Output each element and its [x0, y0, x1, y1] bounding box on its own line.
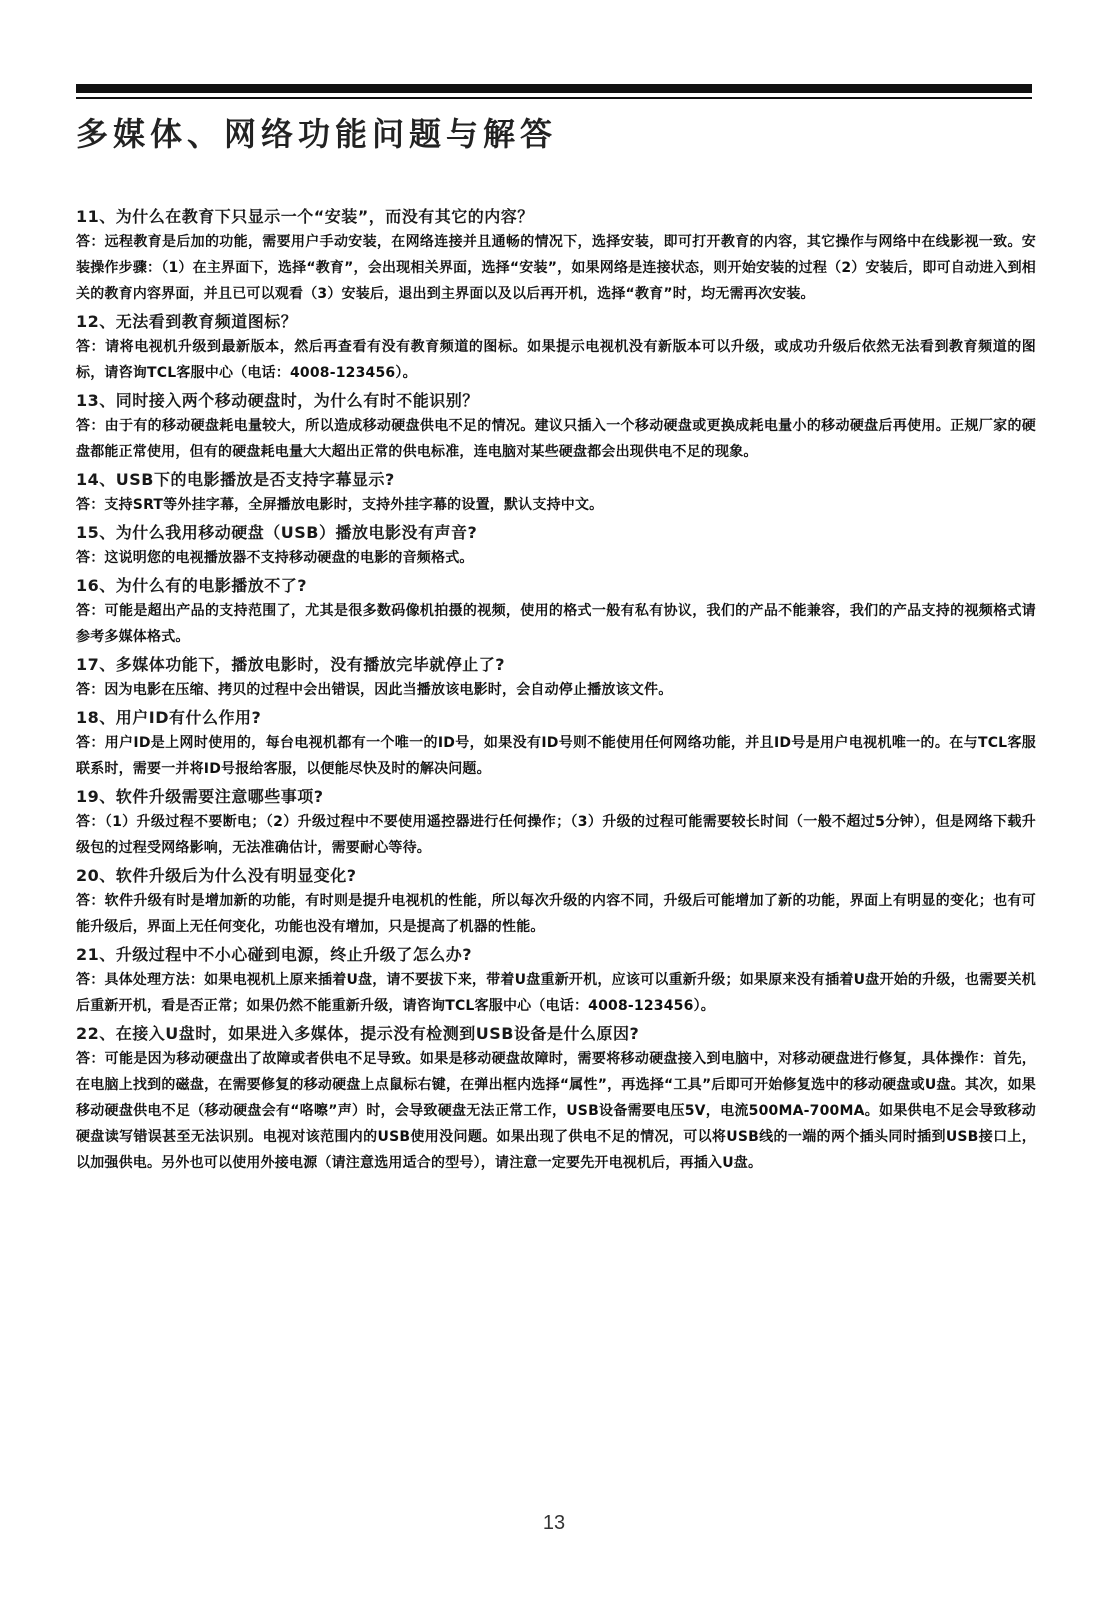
faq-question: 16、为什么有的电影播放不了? [76, 576, 308, 595]
page-title: 多媒体、网络功能问题与解答 [76, 115, 558, 153]
page-number: 13 [542, 1512, 566, 1534]
faq-answer: 答：（1）升级过程不要断电；（2）升级过程中不要使用遥控器进行任何操作；（3）升级的过程可能需要较长时间（一般不超过5分钟），但是网络下载升级包的过程受网络影响，无法准确估计，需要耐心等待。 [76, 814, 1036, 856]
faq-question: 15、为什么我用移动硬盘（USB）播放电影没有声音? [76, 523, 478, 542]
header-rule-thick [76, 84, 1032, 93]
faq-answer: 答：因为电影在压缩、拷贝的过程中会出错误，因此当播放该电影时，会自动停止播放该文件。 [76, 682, 673, 698]
faq-item-12 [76, 310, 1036, 386]
header-rule-thin [76, 97, 1032, 99]
faq-answer: 答：支持SRT等外挂字幕，全屏播放电影时，支持外挂字幕的设置，默认支持中文。 [76, 497, 604, 513]
faq-answer: 答：具体处理方法：如果电视机上原来插着U盘，请不要拔下来，带着U盘重新开机，应该可以重新升级；如果原来没有插着U盘开始的升级，也需要关机后重新开机，看是否正常；如果仍然不能重新升级，请咨询TCL客服中心（电话：4008-123456）。 [76, 972, 1036, 1014]
faq-question: 11、为什么在教育下只显示一个“安装”，而没有其它的内容？ [76, 207, 534, 226]
faq-question: 21、升级过程中不小心碰到电源，终止升级了怎么办? [76, 945, 473, 964]
faq-item-15 [76, 521, 1036, 571]
faq-item-21 [76, 943, 1036, 1019]
faq-item-20 [76, 864, 1036, 940]
faq-answer: 答：软件升级有时是增加新的功能，有时则是提升电视机的性能，所以每次升级的内容不同，升级后可能增加了新的功能，界面上有明显的变化；也有可能升级后，界面上无任何变化，功能也没有增加，只是提高了机器的性能。 [76, 893, 1036, 935]
faq-question: 18、用户ID有什么作用? [76, 708, 262, 727]
faq-answer: 答：这说明您的电视播放器不支持移动硬盘的电影的音频格式。 [76, 550, 474, 566]
faq-list [76, 205, 1036, 1179]
faq-question: 13、同时接入两个移动硬盘时，为什么有时不能识别？ [76, 391, 479, 410]
faq-answer: 答：由于有的移动硬盘耗电量较大，所以造成移动硬盘供电不足的情况。建议只插入一个移动硬盘或更换成耗电量小的移动硬盘后再使用。正规厂家的硬盘都能正常使用，但有的硬盘耗电量大大超出正常的供电标准，连电脑对某些硬盘都会出现供电不足的现象。 [76, 418, 1036, 460]
faq-item-11 [76, 205, 1036, 307]
faq-answer: 答：请将电视机升级到最新版本，然后再查看有没有教育频道的图标。如果提示电视机没有新版本可以升级，或成功升级后依然无法看到教育频道的图标，请咨询TCL客服中心（电话：4008-123456）。 [76, 339, 1036, 381]
faq-answer: 答：可能是超出产品的支持范围了，尤其是很多数码像机拍摄的视频，使用的格式一般有私有协议，我们的产品不能兼容，我们的产品支持的视频格式请参考多媒体格式。 [76, 603, 1036, 645]
faq-answer: 答：用户ID是上网时使用的，每台电视机都有一个唯一的ID号，如果没有ID号则不能使用任何网络功能，并且ID号是用户电视机唯一的。在与TCL客服联系时，需要一并将ID号报给客服，以便能尽快及时的解决问题。 [76, 735, 1036, 777]
faq-item-18 [76, 706, 1036, 782]
faq-question: 20、软件升级后为什么没有明显变化? [76, 866, 357, 885]
faq-question: 19、软件升级需要注意哪些事项? [76, 787, 324, 806]
faq-question: 17、多媒体功能下，播放电影时，没有播放完毕就停止了? [76, 655, 506, 674]
faq-answer: 答：可能是因为移动硬盘出了故障或者供电不足导致。如果是移动硬盘故障时，需要将移动硬盘接入到电脑中，对移动硬盘进行修复，具体操作：首先，在电脑上找到的磁盘，在需要修复的移动硬盘上点鼠标右键，在弹出框内选择“属性”，再选择“工具”后即可开始修复选中的移动硬盘或U盘。其次，如果移动硬盘供电不足（移动硬盘会有“咯嚓”声）时，会导致硬盘无法正常工作，USB设备需要电压5V，电流500MA-700MA。如果供电不足会导致移动硬盘读写错误甚至无法识别。电视对该范围内的USB使用没问题。如果出现了供电不足的情况，可以将USB线的一端的两个插头同时插到USB接口上，以加强供电。另外也可以使用外接电源（请注意选用适合的型号），请注意一定要先开电视机后，再插入U盘。 [76, 1051, 1036, 1171]
faq-answer: 答：远程教育是后加的功能，需要用户手动安装，在网络连接并且通畅的情况下，选择安装，即可打开教育的内容，其它操作与网络中在线影视一致。安装操作步骤：（1）在主界面下，选择“教育”，会出现相关界面，选择“安装”，如果网络是连接状态，则开始安装的过程（2）安装后，即可自动进入到相关的教育内容界面，并且已可以观看（3）安装后，退出到主界面以及以后再开机，选择“教育”时，均无需再次安装。 [76, 234, 1036, 302]
faq-item-22 [76, 1022, 1036, 1176]
faq-item-16 [76, 574, 1036, 650]
faq-item-14 [76, 468, 1036, 518]
faq-question: 14、USB下的电影播放是否支持字幕显示? [76, 470, 395, 489]
faq-item-17 [76, 653, 1036, 703]
faq-item-13 [76, 389, 1036, 465]
faq-question: 22、在接入U盘时，如果进入多媒体，提示没有检测到USB设备是什么原因? [76, 1024, 640, 1043]
faq-question: 12、无法看到教育频道图标？ [76, 312, 298, 331]
faq-item-19 [76, 785, 1036, 861]
